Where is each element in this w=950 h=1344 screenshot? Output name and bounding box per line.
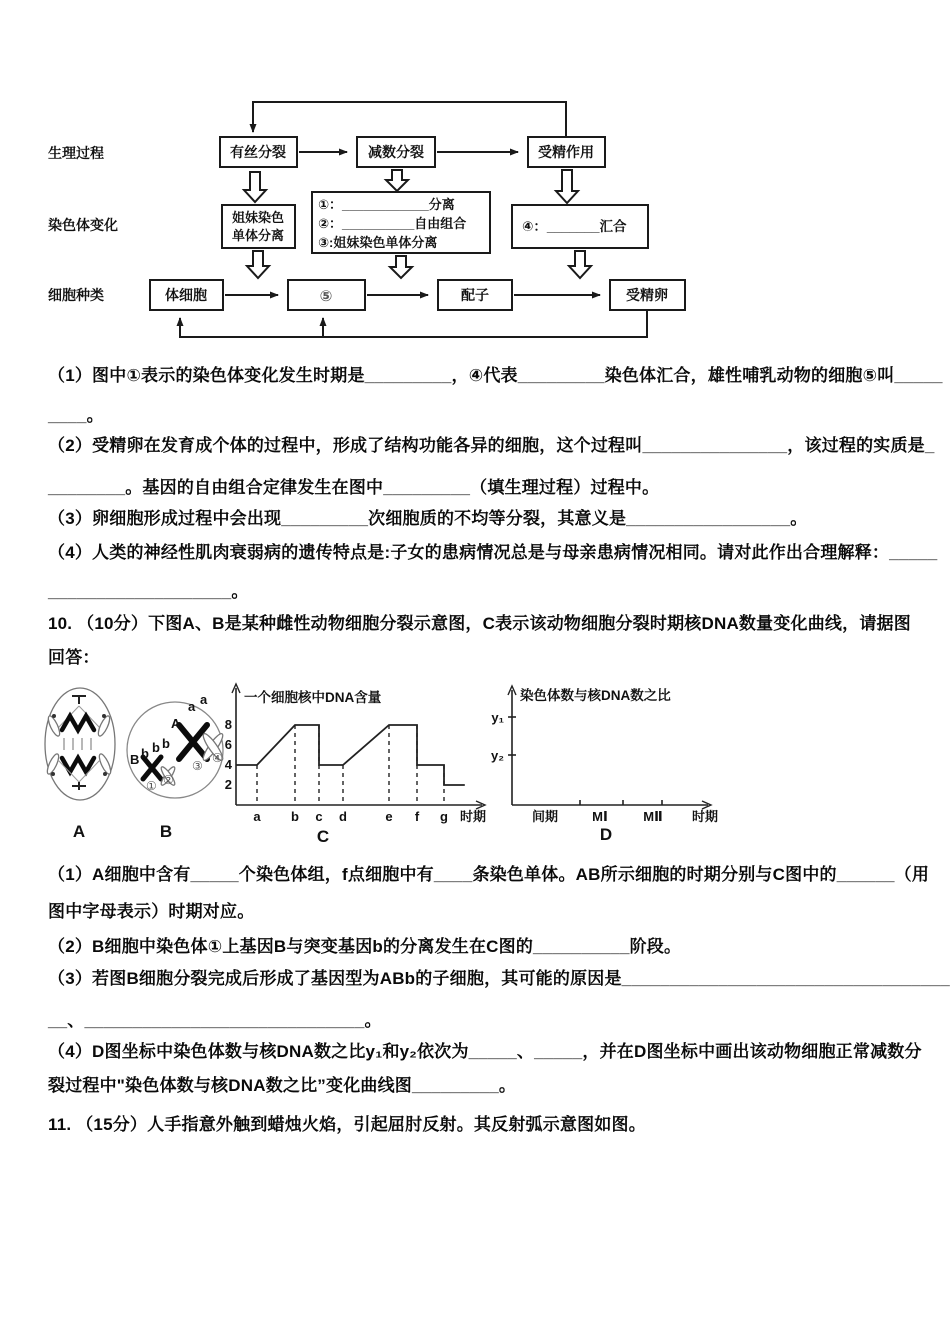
box-change-line1: ①：____________分离 bbox=[318, 197, 455, 212]
chromosome-marker-2: ② bbox=[163, 773, 174, 787]
chart-c-title: 一个细胞核中DNA含量 bbox=[244, 690, 382, 705]
figure-label-d: D bbox=[599, 825, 613, 844]
chart-d-ratio-axes bbox=[491, 686, 718, 824]
block-arrow-down-icon bbox=[244, 172, 266, 202]
q9-part1-line1: （1）图中①表示的染色体变化发生时期是_________，④代表_________染色体汇合，雄性哺乳动物的细胞⑤叫_____ bbox=[48, 366, 943, 385]
row-label-physiological-process: 生理过程 bbox=[48, 145, 104, 161]
q10-part2: （2）B细胞中染色体①上基因B与突变基因b的分离发生在C图的__________阶段。 bbox=[48, 937, 682, 956]
chart-d-xtick: MⅡ bbox=[643, 809, 663, 824]
q10-part1-line1: （1）A细胞中含有_____个染色体组，f点细胞中有____条染色单体。AB所示细胞的时期分别与C图中的______（用 bbox=[48, 865, 930, 884]
box-zygote-label: 受精卵 bbox=[626, 287, 668, 303]
chart-c-ytick: 2 bbox=[224, 777, 232, 792]
block-arrow-down-icon bbox=[556, 170, 578, 203]
gene-label: A bbox=[171, 716, 181, 731]
box-sister-line1: 姐妹染色 bbox=[231, 210, 285, 225]
gene-label: b bbox=[141, 746, 149, 761]
row-label-chromosome-change: 染色体变化 bbox=[48, 217, 118, 233]
q9-part1-line2: ____。 bbox=[48, 406, 104, 425]
chart-c-xtick: d bbox=[339, 809, 347, 824]
q10-part4-line2: 裂过程中"染色体数与核DNA数之比”变化曲线图_________。 bbox=[48, 1076, 517, 1095]
q10-header-line2: 回答： bbox=[48, 648, 100, 667]
q10-header-line1: 10. （10分）下图A、B是某种雌性动物细胞分裂示意图，C表示该动物细胞分裂时期核DNA数量变化曲线，请据图 bbox=[48, 614, 911, 633]
gene-label: b bbox=[152, 740, 160, 755]
q10-part4-line1: （4）D图坐标中染色体数与核DNA数之比y₁和y₂依次为_____、_____，并在D图坐标中画出该动物细胞正常减数分 bbox=[48, 1042, 922, 1061]
chart-c-xtick: e bbox=[385, 809, 393, 824]
feedback-arrow-top bbox=[253, 102, 566, 137]
row-label-cell-type: 细胞种类 bbox=[48, 287, 104, 303]
q11-header: 11. （15分）人手指意外触到蜡烛火焰，引起屈肘反射。其反射弧示意图如图。 bbox=[48, 1115, 646, 1134]
q10-part3-line2: __、_____________________________。 bbox=[48, 1011, 382, 1030]
gene-label: b bbox=[162, 736, 170, 751]
chart-c-xtick: g bbox=[440, 809, 448, 824]
box-cell-5-label: ⑤ bbox=[319, 288, 333, 305]
figure-label-b: B bbox=[159, 822, 173, 841]
q9-part2-line2: ________。基因的自由组合定律发生在图中_________（填生理过程）过程中。 bbox=[48, 478, 660, 497]
q9-part4-line1: （4）人类的神经性肌肉衰弱病的遗传特点是:子女的患病情况总是与母亲患病情况相同。请对此作出合理解释：_____ bbox=[48, 543, 938, 562]
q10-part1-line2: 图中字母表示）时期对应。 bbox=[48, 902, 255, 921]
box-change-line3: ③:姐妹染色单体分离 bbox=[318, 235, 438, 250]
chromosome-flowchart bbox=[45, 90, 700, 350]
chart-d-title: 染色体数与核DNA数之比 bbox=[520, 688, 671, 703]
box-somatic-label: 体细胞 bbox=[165, 287, 207, 303]
figure-label-c: C bbox=[316, 827, 330, 846]
chart-c-curve bbox=[236, 725, 465, 785]
figure-label-a: A bbox=[72, 822, 86, 841]
gene-label: B bbox=[130, 752, 140, 767]
box-change-4-label: ④：_______汇合 bbox=[522, 219, 627, 234]
chromosome-marker-4: ④ bbox=[212, 751, 223, 765]
chart-d-ytick-y2: y₂ bbox=[490, 748, 504, 763]
box-change-line2: ②：__________自由组合 bbox=[318, 216, 467, 231]
q10-part3-line1: （3）若图B细胞分裂完成后形成了基因型为ABb的子细胞，其可能的原因是__________________________________ bbox=[48, 969, 950, 988]
chart-d-xlabel: 时期 bbox=[692, 809, 719, 824]
chart-d-xtick: MⅠ bbox=[592, 809, 608, 824]
chart-c-dna-content bbox=[225, 684, 486, 824]
chart-c-ytick: 6 bbox=[224, 737, 232, 752]
q9-part4-line2: ___________________。 bbox=[48, 582, 249, 601]
chart-c-xtick: a bbox=[253, 809, 261, 824]
box-fertilization-label: 受精作用 bbox=[538, 144, 594, 160]
chart-d-ytick-y1: y₁ bbox=[491, 710, 504, 725]
block-arrow-down-icon bbox=[247, 251, 269, 278]
cell-b-diagram bbox=[127, 692, 225, 798]
block-arrow-down-icon bbox=[390, 256, 412, 278]
q9-part2-line1: （2）受精卵在发育成个体的过程中，形成了结构功能各异的细胞，这个过程叫_______________，该过程的实质是_ bbox=[48, 436, 935, 455]
chart-c-ytick: 8 bbox=[224, 717, 232, 732]
box-mitosis-label: 有丝分裂 bbox=[230, 144, 286, 160]
chart-c-xlabel: 时期 bbox=[460, 809, 487, 824]
cell-a-diagram bbox=[45, 688, 115, 800]
block-arrow-down-icon bbox=[386, 170, 408, 191]
box-gamete-label: 配子 bbox=[461, 287, 489, 303]
gene-label: a bbox=[188, 699, 196, 714]
chart-c-xtick: f bbox=[414, 809, 420, 824]
box-meiosis-label: 减数分裂 bbox=[368, 144, 424, 160]
chart-c-xtick: b bbox=[291, 809, 299, 824]
chart-c-xtick: c bbox=[315, 809, 323, 824]
feedback-arrow-bottom bbox=[180, 311, 647, 337]
box-sister-line2: 单体分离 bbox=[231, 228, 285, 243]
chromosome-marker-3: ③ bbox=[192, 759, 203, 773]
block-arrow-down-icon bbox=[569, 251, 591, 278]
gene-label: a bbox=[200, 692, 208, 707]
chart-d-xtick: 间期 bbox=[531, 809, 559, 824]
q10-figure bbox=[40, 678, 920, 852]
chromosome-marker-1: ① bbox=[146, 779, 157, 793]
chart-c-ytick: 4 bbox=[224, 757, 232, 772]
q9-part3: （3）卵细胞形成过程中会出现_________次细胞质的不均等分裂，其意义是_________________。 bbox=[48, 509, 808, 528]
